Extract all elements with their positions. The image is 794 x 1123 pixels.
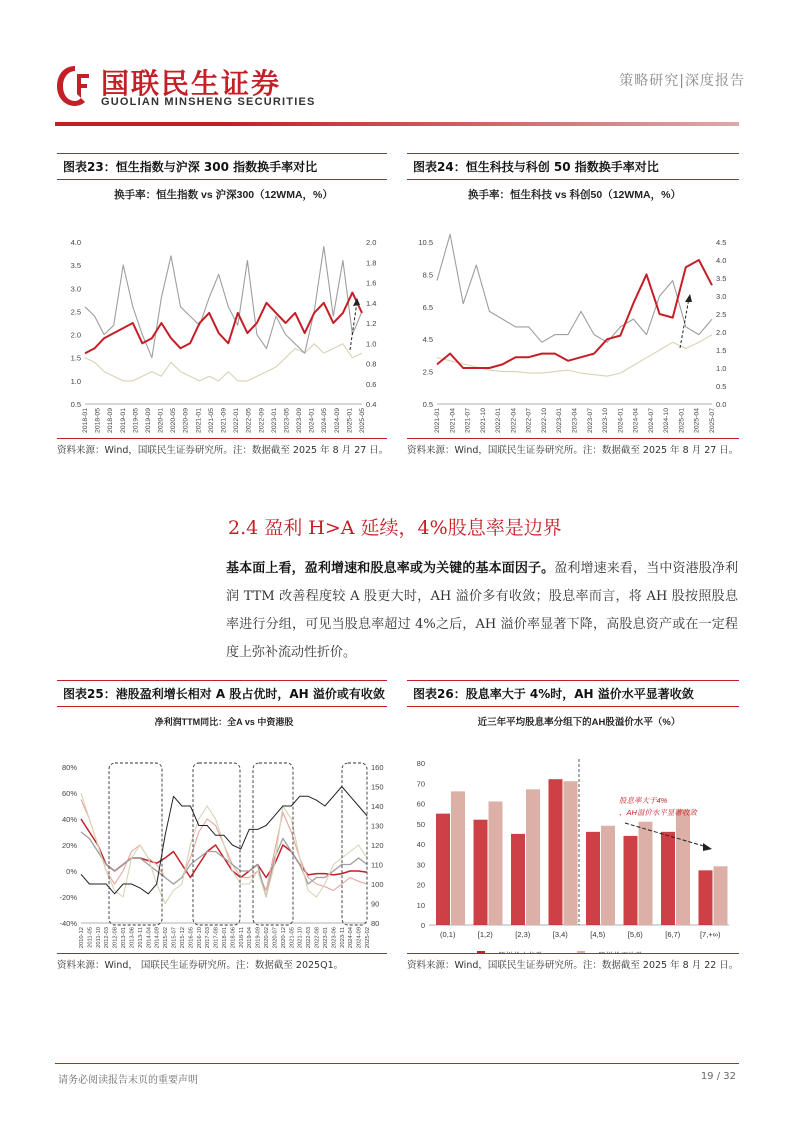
x-tick-label: 2024-04: [632, 408, 640, 433]
y-tick-label: 40: [416, 840, 425, 849]
x-tick-label: 2019-09: [255, 927, 262, 949]
x-tick-label: 2025-04: [693, 408, 701, 433]
series-line-3: [81, 832, 367, 897]
trend-arrow-head: [703, 843, 712, 851]
x-tick-label: [3,4): [552, 930, 568, 939]
figure-23-title: 图表23：恒生指数与沪深 300 指数换手率对比: [57, 153, 387, 180]
y-tick-label: 80: [416, 759, 425, 768]
x-tick-label: 2025-07: [709, 408, 716, 433]
x-tick-label: 2013-01: [121, 927, 128, 949]
y-left-tick-label: 0%: [66, 867, 77, 876]
x-tick-label: [1,2): [477, 930, 493, 939]
x-tick-label: 2023-01: [270, 408, 278, 433]
y-right-tick-label: 1.5: [716, 346, 727, 355]
y-left-tick-label: 80%: [61, 763, 77, 772]
y-right-tick-label: 160: [371, 763, 384, 772]
x-tick-label: 2022-09: [258, 408, 266, 433]
y-right-tick-label: 90: [371, 899, 380, 909]
x-tick-label: 2018-01: [222, 927, 228, 949]
x-tick-label: 2022-03: [306, 927, 313, 949]
x-tick-label: 2018-09: [107, 408, 115, 433]
chart-title: 换手率：恒生指数 vs 沪深300（12WMA，%）: [114, 189, 333, 201]
x-tick-label: 2024-01: [617, 408, 625, 433]
x-tick-label: 2015-02: [163, 927, 170, 949]
y-right-tick-label: 150: [371, 782, 384, 792]
bar-median: [549, 779, 563, 925]
bar-mean: [564, 781, 578, 925]
y-right-tick-label: 2.5: [716, 310, 727, 319]
x-tick-label: 2024-05: [321, 408, 329, 433]
logo-english-name: GUOLIAN MINSHENG SECURITIES: [101, 96, 316, 108]
x-tick-label: 2021-05: [207, 408, 215, 433]
x-tick-label: 2014-09: [154, 927, 161, 949]
x-tick-label: [5,6): [627, 930, 643, 939]
y-left-tick-label: 0.5: [422, 400, 433, 409]
figure-25-title: 图表25：港股盈利增长相对 A 股占优时，AH 溢价或有收敛: [57, 680, 387, 707]
x-tick-label: 2015-07: [171, 927, 178, 949]
bar-median: [436, 814, 450, 925]
report-category: 策略研究|深度报告: [619, 73, 745, 89]
x-tick-label: 2021-09: [220, 408, 228, 433]
x-tick-label: 2022-10: [540, 408, 548, 433]
bar-mean: [714, 866, 728, 925]
y-left-tick-label: 60%: [61, 789, 77, 798]
chart-title: 近三年平均股息率分组下的AH股溢价水平（%）: [477, 717, 681, 728]
company-logo-icon: [55, 64, 95, 108]
x-tick-label: 2016-10: [196, 927, 203, 949]
figure-24: [407, 153, 739, 456]
x-tick-label: 2025-01: [678, 408, 686, 433]
y-tick-label: 10: [416, 900, 425, 910]
x-tick-label: 2011-05: [87, 927, 94, 948]
x-tick-label: 2024-07: [647, 408, 655, 433]
series-line-2: [85, 247, 362, 358]
x-tick-label: 2021-10: [297, 927, 304, 949]
y-right-tick-label: 1.2: [366, 319, 377, 328]
trend-arrow-head: [353, 298, 360, 306]
paragraph-lead: 基本面上看，盈利增速和股息率或为关键的基本面因子。: [226, 561, 555, 576]
bar-mean: [489, 801, 503, 925]
section-title: 2.4 盈利 H>A 延续，4%股息率是边界: [228, 517, 562, 539]
x-tick-label: 2020-01: [157, 408, 165, 433]
y-tick-label: 60: [416, 799, 425, 809]
x-tick-label: 2023-04: [571, 408, 579, 433]
page-header: [55, 60, 745, 122]
y-right-tick-label: 0.0: [716, 400, 727, 409]
y-left-tick-label: 1.0: [70, 376, 81, 386]
x-tick-label: 2023-10: [602, 408, 610, 433]
x-tick-label: 2022-01: [233, 408, 241, 433]
x-tick-label: 2018-05: [94, 408, 102, 433]
highlight-region-4: [342, 763, 367, 925]
y-left-tick-label: -20%: [59, 893, 77, 902]
x-tick-label: 2010-12: [79, 927, 85, 949]
figure-23-source: 资料来源：Wind，国联民生证券研究所。注：数据截至 2025 年 8 月 27 日。: [57, 438, 387, 456]
figure-26: [407, 680, 739, 971]
y-right-tick-label: 0.8: [366, 359, 377, 369]
paragraph-body: 盈利增速来看，当中资港股净利润 TTM 改善程度较 A 股更大时，AH 溢价多有收敛；股息率而言，将 AH 股按照股息率进行分组，可见当股息率超过 4%之后，AH 溢价率显著下降，高股息资产或在一定程度上弥补流动性折价。: [226, 561, 738, 660]
y-tick-label: 50: [416, 819, 425, 829]
series-line-1: [437, 335, 712, 377]
annotation-line-1: 股息率大于4%: [619, 796, 668, 805]
x-tick-label: 2024-09: [333, 408, 341, 433]
bar-mean: [676, 810, 690, 925]
x-tick-label: 2017-08: [213, 927, 220, 949]
figure-25-source: 资料来源：Wind， 国联民生证券研究所。注：数据截至 2025Q1。: [57, 953, 387, 971]
series-line-3: [437, 260, 712, 368]
figure-26-chart: [407, 707, 739, 953]
y-tick-label: 30: [416, 860, 425, 870]
x-tick-label: 2015-12: [179, 927, 186, 949]
x-tick-label: 2023-01: [556, 408, 564, 433]
legend-label: [488, 950, 544, 953]
y-left-tick-label: 2.5: [422, 367, 433, 377]
y-right-tick-label: 3.5: [716, 274, 727, 283]
x-tick-label: 2024-04: [348, 927, 355, 949]
x-tick-label: 2014-04: [146, 927, 153, 949]
bar-mean: [639, 822, 653, 925]
x-tick-label: 2023-11: [339, 927, 346, 948]
y-right-tick-label: 1.6: [366, 278, 377, 288]
y-right-tick-label: 3.0: [716, 292, 727, 301]
y-left-tick-label: 4.5: [422, 335, 433, 345]
trend-arrow: [680, 298, 689, 348]
x-tick-label: 2011-10: [95, 927, 102, 948]
y-right-tick-label: 1.0: [716, 364, 727, 373]
x-tick-label: [6,7): [665, 930, 681, 939]
y-right-tick-label: 4.0: [716, 256, 727, 265]
x-tick-label: 2023-07: [586, 408, 594, 433]
x-tick-label: 2019-05: [132, 408, 140, 433]
x-tick-label: 2020-02: [264, 927, 271, 949]
x-tick-label: 2013-06: [129, 927, 136, 949]
y-right-tick-label: 80: [371, 919, 380, 928]
x-tick-label: 2020-05: [170, 408, 178, 433]
x-tick-label: 2021-01: [195, 408, 203, 433]
y-left-tick-label: 0.5: [70, 400, 81, 409]
y-left-tick-label: -40%: [59, 919, 77, 928]
x-tick-label: 2020-09: [182, 408, 190, 433]
figure-25: [57, 680, 387, 971]
y-left-tick-label: 20%: [61, 841, 77, 850]
x-tick-label: 2019-01: [119, 408, 127, 433]
x-tick-label: 2022-07: [525, 408, 533, 433]
x-tick-label: 2021-10: [479, 408, 487, 433]
page-number: 19 / 32: [700, 1071, 736, 1082]
x-tick-label: 2025-02: [365, 927, 371, 949]
y-right-tick-label: 2.0: [366, 238, 377, 247]
x-tick-label: 2021-07: [464, 408, 472, 433]
bar-median: [511, 834, 525, 925]
x-tick-label: 2022-08: [314, 927, 321, 949]
y-right-tick-label: 1.0: [366, 339, 377, 349]
figure-24-title: 图表24：恒生科技与科创 50 指数换手率对比: [407, 153, 739, 180]
x-tick-label: 2025-05: [359, 408, 366, 433]
x-tick-label: 2020-07: [272, 927, 279, 949]
series-line-3: [85, 293, 362, 354]
x-tick-label: 2020-12: [280, 927, 287, 949]
x-tick-label: 2023-05: [283, 408, 291, 433]
x-tick-label: 2021-04: [449, 408, 457, 433]
bar-median: [474, 820, 488, 925]
logo-chinese-name: 国联民生证券: [101, 67, 282, 100]
bar-median: [586, 832, 600, 925]
y-right-tick-label: 4.5: [716, 238, 727, 247]
legend-swatch: [577, 951, 585, 953]
figure-24-source: 资料来源：Wind，国联民生证券研究所。注：数据截至 2025 年 8 月 27 日。: [407, 438, 739, 456]
y-right-tick-label: 1.8: [366, 258, 377, 268]
y-right-tick-label: 140: [371, 802, 384, 811]
figure-23-chart: [57, 180, 387, 438]
y-right-tick-label: 1.4: [366, 298, 377, 308]
highlight-region-2: [193, 763, 240, 925]
legend-label: [588, 950, 644, 953]
bar-median: [624, 836, 638, 925]
y-right-tick-label: 0.5: [716, 382, 727, 391]
x-tick-label: 2012-08: [112, 927, 119, 949]
y-left-tick-label: 6.5: [422, 302, 433, 312]
y-left-tick-label: 4.0: [70, 238, 81, 247]
bar-mean: [526, 789, 540, 925]
y-right-tick-label: 110: [371, 860, 383, 870]
x-tick-label: 2012-03: [104, 927, 111, 949]
annotation-line-2: ，AH溢价水平显著收敛: [619, 808, 697, 817]
y-right-tick-label: 130: [371, 821, 384, 831]
figure-25-chart: [57, 707, 387, 953]
y-left-tick-label: 10.5: [418, 238, 433, 247]
x-tick-label: 2018-01: [82, 408, 89, 433]
x-tick-label: 2024-10: [663, 408, 671, 433]
chart-title: 换手率：恒生科技 vs 科创50（12WMA，%）: [468, 189, 681, 201]
x-tick-label: 2021-01: [434, 408, 441, 433]
y-left-tick-label: 8.5: [422, 270, 433, 280]
x-tick-label: 2024-09: [356, 927, 363, 949]
y-right-tick-label: 2.0: [716, 328, 727, 337]
y-right-tick-label: 0.4: [366, 400, 377, 409]
x-tick-label: 2013-11: [137, 927, 144, 948]
x-tick-label: 2018-06: [230, 927, 237, 949]
header-divider: [55, 122, 739, 126]
y-right-tick-label: 120: [371, 841, 384, 850]
x-tick-label: 2018-11: [238, 927, 245, 948]
footer-divider: [55, 1063, 739, 1064]
figure-26-source: 资料来源：Wind，国联民生证券研究所。注：数据截至 2025 年 8 月 22 日。: [407, 953, 739, 971]
section-paragraph: [226, 555, 738, 667]
bar-median: [699, 870, 713, 925]
x-tick-label: (0,1): [440, 930, 456, 939]
y-left-tick-label: 3.5: [70, 261, 81, 271]
x-tick-label: 2019-04: [247, 927, 254, 949]
y-tick-label: 20: [416, 880, 425, 890]
x-tick-label: 2019-09: [144, 408, 152, 433]
x-tick-label: 2022-05: [245, 408, 253, 433]
y-left-tick-label: 1.5: [70, 353, 81, 363]
y-tick-label: 0: [420, 921, 425, 930]
highlight-region-1: [109, 763, 162, 925]
y-left-tick-label: 2.0: [70, 330, 81, 340]
x-tick-label: 2025-01: [346, 408, 354, 433]
series-line-1: [85, 344, 362, 381]
x-tick-label: 2022-01: [495, 408, 503, 433]
x-tick-label: 2023-01: [322, 927, 329, 949]
x-tick-label: 2023-06: [331, 927, 338, 949]
bar-mean: [451, 791, 465, 925]
y-left-tick-label: 3.0: [70, 284, 81, 294]
x-tick-label: [4,5): [590, 930, 606, 939]
footer-disclaimer: 请务必阅读报告末页的重要声明: [58, 1075, 198, 1086]
figure-26-title: 图表26：股息率大于 4%时，AH 溢价水平显著收敛: [407, 680, 739, 707]
x-tick-label: 2024-01: [308, 408, 316, 433]
legend-swatch: [477, 951, 485, 953]
y-right-tick-label: 100: [371, 880, 384, 889]
bar-median: [661, 832, 675, 925]
x-tick-label: 2022-04: [510, 408, 518, 433]
y-tick-label: 70: [416, 779, 425, 789]
y-left-tick-label: 2.5: [70, 307, 81, 317]
x-tick-label: [7,+∞): [699, 930, 721, 939]
y-right-tick-label: 0.6: [366, 379, 377, 389]
figure-23: [57, 153, 387, 456]
trend-arrow-head: [685, 294, 692, 302]
x-tick-label: 2016-05: [188, 927, 195, 949]
bar-mean: [601, 826, 615, 925]
y-left-tick-label: 40%: [61, 815, 77, 824]
x-tick-label: 2021-05: [289, 927, 296, 949]
series-line-2: [437, 234, 712, 342]
x-tick-label: [2,3): [515, 930, 531, 939]
chart-title: 净利润TTM同比：全A vs 中资港股: [154, 717, 294, 727]
x-tick-label: 2017-03: [205, 927, 212, 949]
figure-24-chart: [407, 180, 739, 438]
x-tick-label: 2023-09: [296, 408, 304, 433]
